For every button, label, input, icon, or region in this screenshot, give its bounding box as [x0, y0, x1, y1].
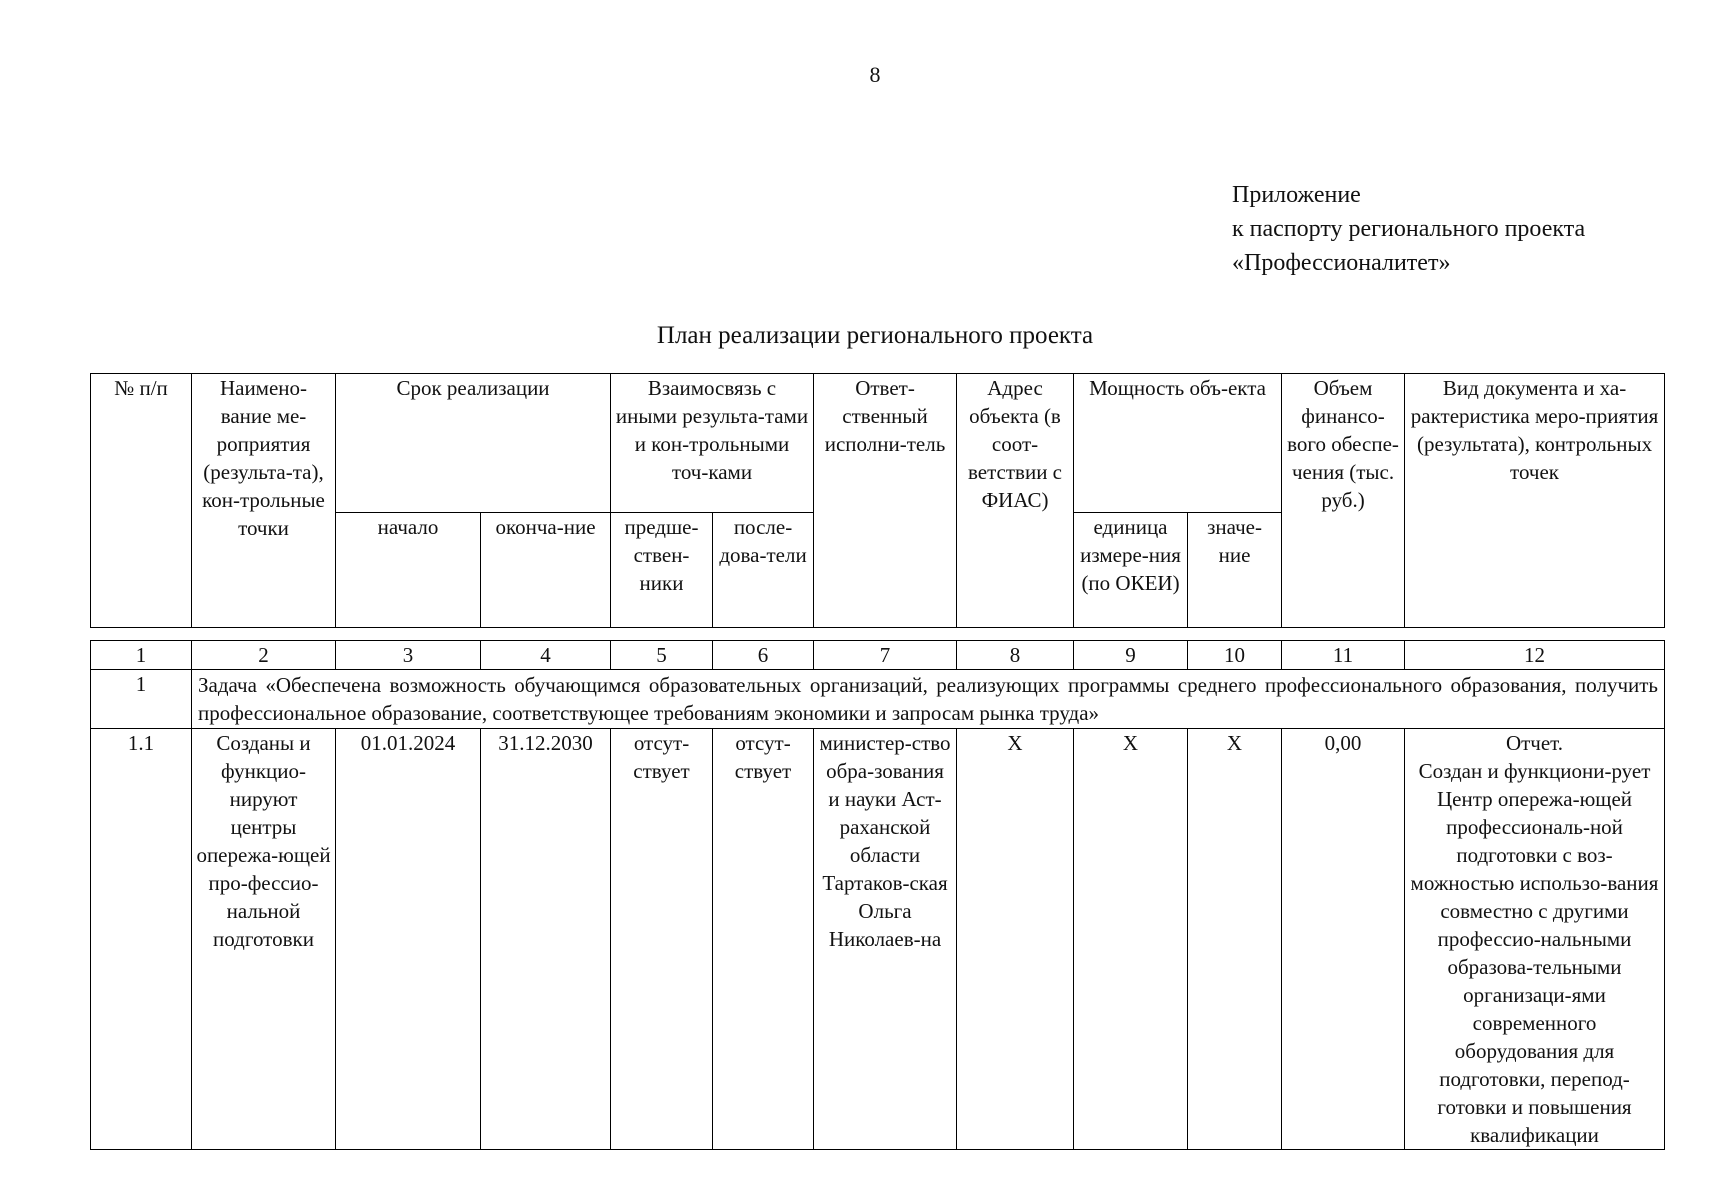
column-number: 6: [713, 641, 814, 670]
appendix-line-2: к паспорту регионального проекта: [1232, 216, 1586, 242]
header-funding: Объем финансо-вого обеспе-чения (тыс. руб.): [1282, 374, 1405, 628]
appendix-line-1: Приложение: [1232, 182, 1361, 208]
header-predecessors: предше-ствен-ники: [611, 513, 713, 628]
row-funding: 0,00: [1282, 729, 1405, 1150]
row-value: X: [1188, 729, 1282, 1150]
column-number: 7: [814, 641, 957, 670]
row-doc-type: Отчет.: [1505, 731, 1564, 755]
column-numbers-row: [91, 641, 1665, 670]
column-number: 10: [1188, 641, 1282, 670]
column-number: 1: [91, 641, 192, 670]
column-number: 3: [336, 641, 481, 670]
header-name: Наимено-вание ме-роприятия (результа-та), кон-трольные точки: [192, 374, 336, 628]
column-number: 9: [1074, 641, 1188, 670]
appendix-note: [1232, 178, 1585, 280]
table-row: [91, 729, 1665, 1150]
plan-table: [90, 640, 1665, 1150]
header-relation: Взаимосвязь с иными результа-тами и кон-трольными точ-ками: [611, 374, 814, 513]
header-capacity-value: значе-ние: [1188, 513, 1282, 628]
row-doc-description: Создан и функциони-рует Центр опережа-ющей профессиональ-ной подготовки с воз-можностью использо-вания совместно с другими профессио-нальными образова-тельными организаци-ями современного оборудования для подготовки, перепод-готовки и повышения квалификации: [1410, 759, 1659, 1147]
header-capacity-unit: единица измере-ния (по ОКЕИ): [1074, 513, 1188, 628]
row-unit: X: [1074, 729, 1188, 1150]
row-name: Созданы и функцио-нируют центры опережа-ющей про-фессио-нальной подготовки: [192, 729, 336, 1150]
header-term: Срок реализации: [336, 374, 611, 513]
row-successors: отсут-ствует: [713, 729, 814, 1150]
column-number: 8: [957, 641, 1074, 670]
row-end-date: 31.12.2030: [481, 729, 611, 1150]
row-responsible: министер-ство обра-зования и науки Аст-раханской области Тартаков-ская Ольга Николаев-на: [814, 729, 957, 1150]
row-predecessors: отсут-ствует: [611, 729, 713, 1150]
task-number: 1: [91, 670, 192, 729]
document-title: План реализации регионального проекта: [656, 322, 1094, 349]
page-number: 8: [869, 62, 881, 87]
column-number: 12: [1405, 641, 1665, 670]
header-address: Адрес объекта (в соот-ветствии с ФИАС): [957, 374, 1074, 628]
row-doc-type-cell: [1405, 729, 1665, 1150]
row-number: 1.1: [91, 729, 192, 1150]
row-start-date: 01.01.2024: [336, 729, 481, 1150]
header-responsible: Ответ-ственный исполни-тель: [814, 374, 957, 628]
task-row: [91, 670, 1665, 729]
header-term-end: оконча-ние: [481, 513, 611, 628]
task-text: Задача «Обеспечена возможность обучающимся образовательных организаций, реализующих программы среднего профессионального образования, получить профессиональное образование, соответствующее требованиям экономики и запросам рынка труда»: [192, 670, 1665, 729]
column-number: 5: [611, 641, 713, 670]
appendix-line-3: «Профессионалитет»: [1232, 250, 1451, 276]
header-number: № п/п: [91, 374, 192, 628]
column-number: 4: [481, 641, 611, 670]
header-table: [90, 373, 1665, 628]
column-number: 11: [1282, 641, 1405, 670]
header-term-start: начало: [336, 513, 481, 628]
row-address: X: [957, 729, 1074, 1150]
column-number: 2: [192, 641, 336, 670]
header-successors: после-дова-тели: [713, 513, 814, 628]
header-doc-type: Вид документа и ха-рактеристика меро-приятия (результата), контрольных точек: [1405, 374, 1665, 628]
header-capacity: Мощность объ-екта: [1074, 374, 1282, 513]
